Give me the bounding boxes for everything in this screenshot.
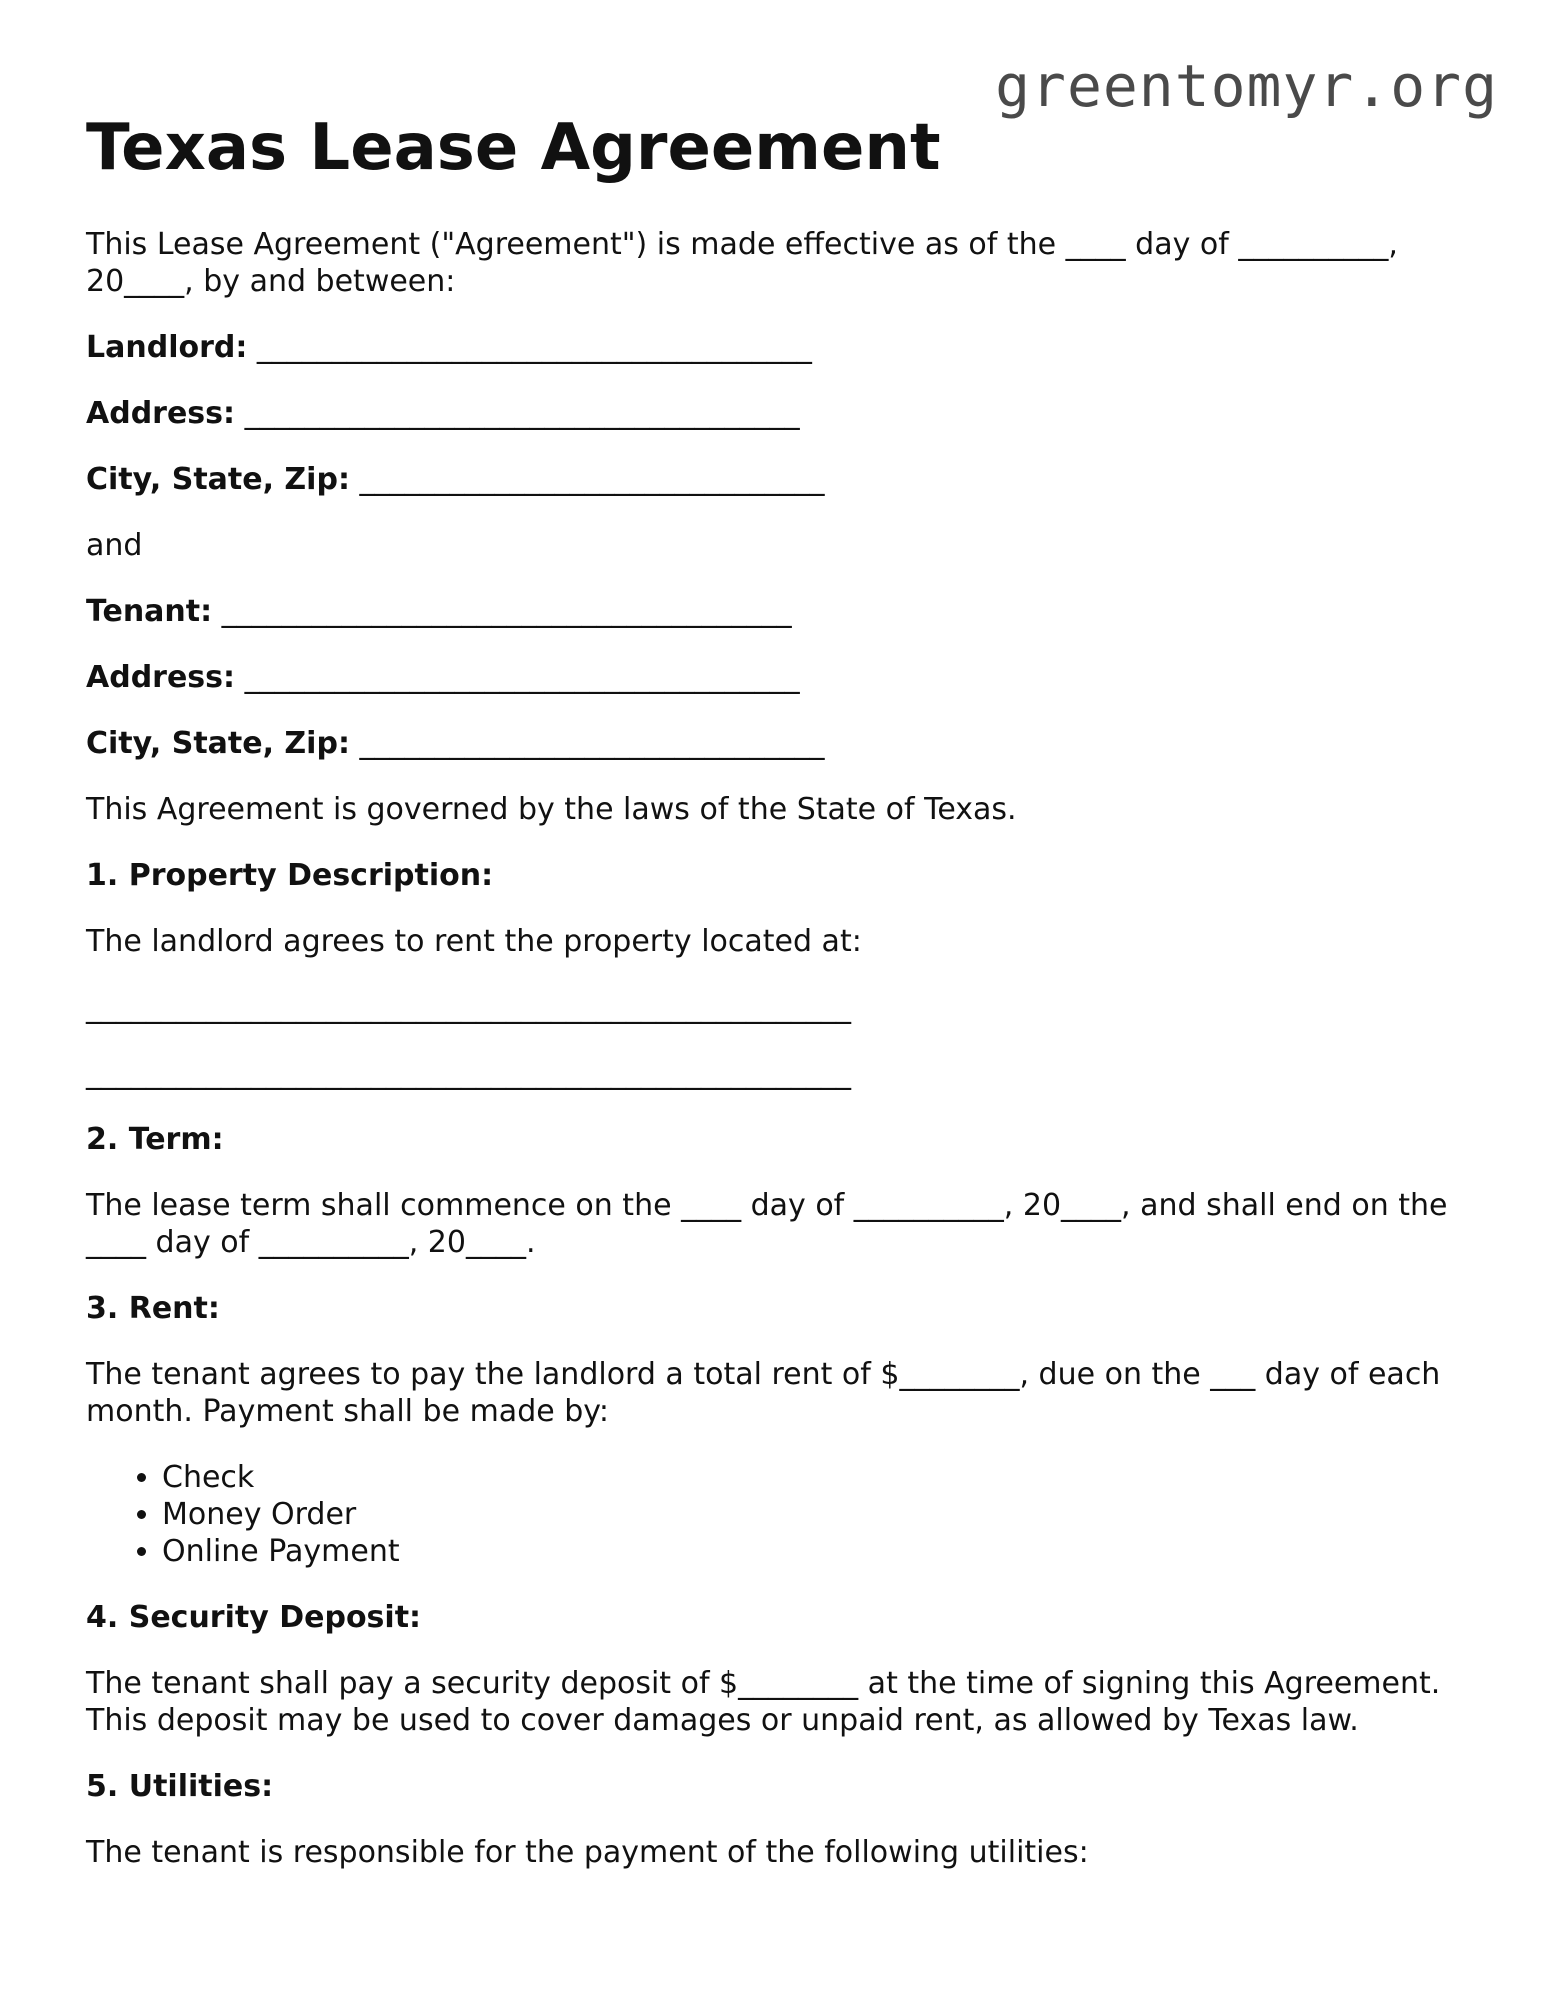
payment-method-online: • Online Payment — [162, 1533, 1486, 1570]
section-utilities-text: The tenant is responsible for the payment of the following utilities: — [86, 1835, 1089, 1870]
section-rent-heading: 3. Rent: — [86, 1291, 220, 1326]
tenant-address-label: Address: — [86, 660, 236, 695]
payment-methods-list — [86, 1459, 1486, 1570]
landlord-address-blank[interactable]: _____________________________________ — [244, 396, 800, 431]
landlord-address-field — [86, 395, 1486, 432]
tenant-name-field — [86, 593, 1486, 630]
tenant-city-field — [86, 725, 1486, 762]
landlord-address-label: Address: — [86, 396, 236, 431]
section-deposit-text: The tenant shall pay a security deposit of $________ at the time of signing this Agreement. This deposit may be used to cover damages or unpaid rent, as allowed by Texas law. — [86, 1666, 1441, 1738]
tenant-address-blank[interactable]: _____________________________________ — [244, 660, 800, 695]
section-deposit-heading: 4. Security Deposit: — [86, 1600, 422, 1635]
intro-paragraph: This Lease Agreement ("Agreement") is made effective as of the ____ day of __________, 20____, by and between: — [86, 227, 1398, 299]
property-address-line-1[interactable]: ___________________________________________________ — [86, 990, 851, 1025]
tenant-city-label: City, State, Zip: — [86, 726, 350, 761]
landlord-city-field — [86, 461, 1486, 498]
section-property-heading: 1. Property Description: — [86, 858, 494, 893]
and-text: and — [86, 528, 143, 563]
tenant-address-field — [86, 659, 1486, 696]
tenant-name-blank[interactable]: ______________________________________ — [221, 594, 792, 629]
payment-method-check: • Check — [162, 1459, 1486, 1496]
document-page — [86, 108, 1486, 1900]
landlord-city-label: City, State, Zip: — [86, 462, 350, 497]
section-rent-text: The tenant agrees to pay the landlord a total rent of $________, due on the ___ day of each month. Payment shall be made by: — [86, 1357, 1441, 1429]
document-title: Texas Lease Agreement — [86, 111, 941, 185]
landlord-city-blank[interactable]: _______________________________ — [359, 462, 825, 497]
governing-law: This Agreement is governed by the laws of the State of Texas. — [86, 792, 1017, 827]
tenant-city-blank[interactable]: _______________________________ — [359, 726, 825, 761]
section-property-text: The landlord agrees to rent the property located at: — [86, 924, 862, 959]
section-term-heading: 2. Term: — [86, 1122, 224, 1157]
landlord-name-field — [86, 329, 1486, 366]
landlord-label: Landlord: — [86, 330, 248, 365]
property-address-line-2[interactable]: ___________________________________________________ — [86, 1056, 851, 1091]
landlord-name-blank[interactable]: _____________________________________ — [256, 330, 812, 365]
watermark: greentomyr.org — [995, 52, 1498, 120]
section-term-text: The lease term shall commence on the ____ day of __________, 20____, and shall end on the ____ day of __________, 20____. — [86, 1188, 1448, 1260]
tenant-label: Tenant: — [86, 594, 213, 629]
payment-method-money-order: • Money Order — [162, 1496, 1486, 1533]
section-utilities-heading: 5. Utilities: — [86, 1769, 274, 1804]
